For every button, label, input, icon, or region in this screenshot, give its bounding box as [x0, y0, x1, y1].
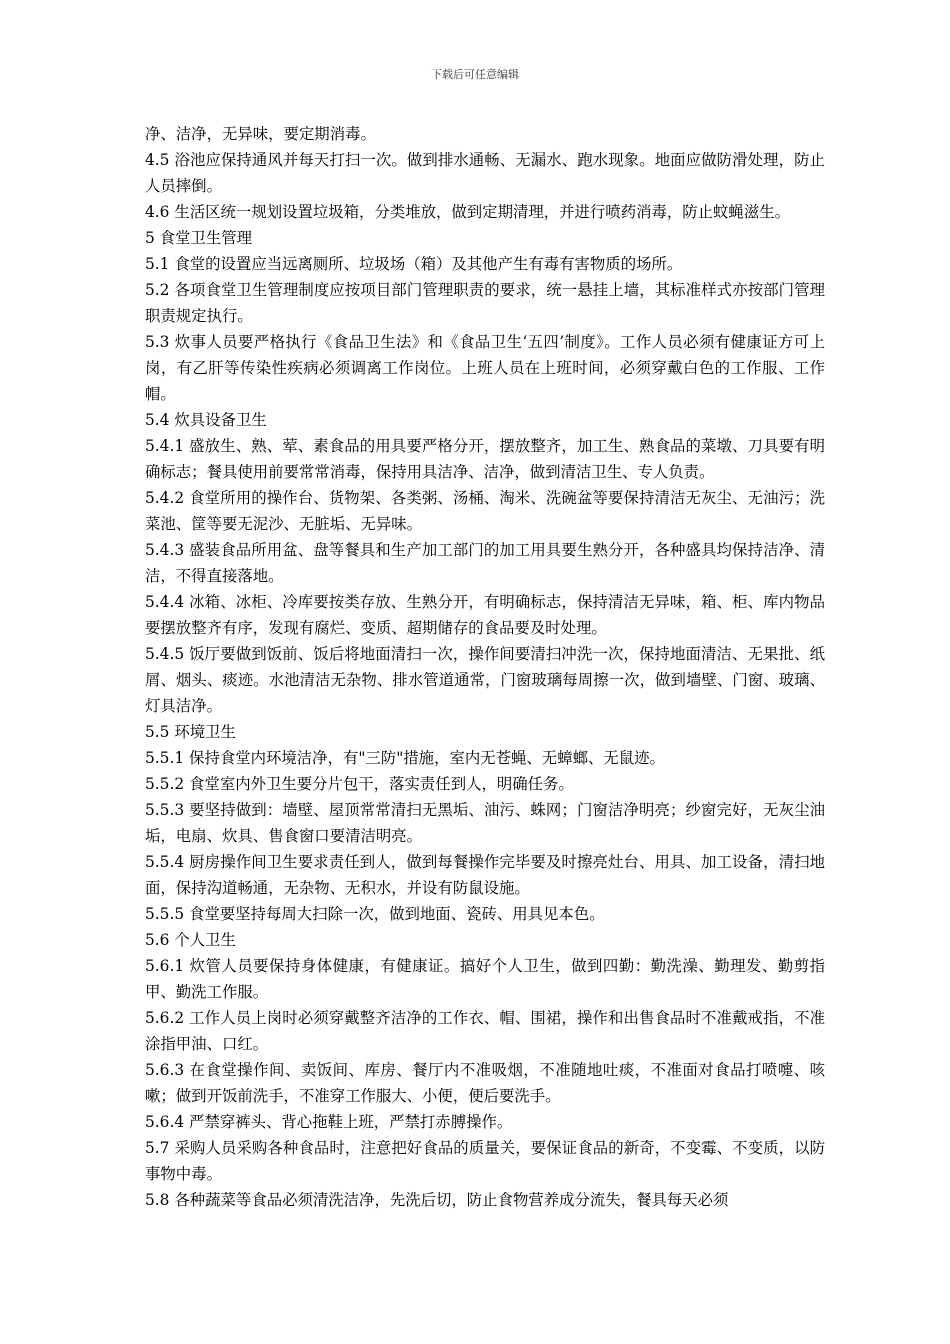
paragraph: 5.4.4 冰箱、冰柜、冷库要按类存放、生熟分开，有明确标志，保持清洁无异味，箱、柜、库内物品要摆放整齐有序，发现有腐烂、变质、超期储存的食品要及时处理。 [145, 593, 825, 637]
paragraph: 5.5.2 食堂室内外卫生要分片包干，落实责任到人，明确任务。 [145, 775, 574, 793]
page-header: 下载后可任意编辑 [431, 68, 519, 81]
paragraph: 4.5 浴池应保持通风并每天打扫一次。做到排水通畅、无漏水、跑水现象。地面应做防滑处理，防止人员摔倒。 [145, 151, 825, 195]
section-heading: 5.6 个人卫生 [145, 931, 236, 949]
paragraph: 5.5.3 要坚持做到：墙壁、屋顶常常清扫无黑垢、油污、蛛网；门窗洁净明亮；纱窗完好，无灰尘油垢，电扇、炊具、售食窗口要清洁明亮。 [145, 801, 825, 845]
paragraph: 5.8 各种蔬菜等食品必须清洗洁净，先洗后切，防止食物营养成分流失，餐具每天必须 [145, 1191, 729, 1209]
paragraph: 5.6.2 工作人员上岗时必须穿戴整齐洁净的工作衣、帽、围裙，操作和出售食品时不准戴戒指，不准涂指甲油、口红。 [145, 1009, 825, 1053]
paragraph: 5.4.5 饭厅要做到饭前、饭后将地面清扫一次，操作间要清扫冲洗一次，保持地面清洁、无果批、纸屑、烟头、痰迹。水池清洁无杂物、排水管道通常，门窗玻璃每周擦一次，做到墙壁、门窗、玻璃、灯具洁净。 [145, 645, 825, 715]
paragraph: 5.5.5 食堂要坚持每周大扫除一次，做到地面、瓷砖、用具见本色。 [145, 905, 605, 923]
paragraph: 5.6.3 在食堂操作间、卖饭间、库房、餐厅内不准吸烟，不准随地吐痰，不准面对食品打喷嚏、咳嗽；做到开饭前洗手，不准穿工作服大、小便，便后要洗手。 [145, 1061, 825, 1105]
paragraph: 5.6.1 炊管人员要保持身体健康，有健康证。搞好个人卫生，做到四勤：勤洗澡、勤理发、勤剪指甲、勤洗工作服。 [145, 957, 825, 1001]
section-heading: 5.5 环境卫生 [145, 723, 236, 741]
paragraph: 5.1 食堂的设置应当远离厕所、垃圾场（箱）及其他产生有毒有害物质的场所。 [145, 255, 683, 273]
paragraph: 5.5.4 厨房操作间卫生要求责任到人，做到每餐操作完毕要及时擦亮灶台、用具、加工设备，清扫地面，保持沟道畅通，无杂物、无积水，并设有防鼠设施。 [145, 853, 825, 897]
paragraph: 5.4.2 食堂所用的操作台、货物架、各类粥、汤桶、淘米、洗碗盆等要保持清洁无灰尘、无油污；洗菜池、筐等要无泥沙、无脏垢、无异味。 [145, 489, 825, 533]
paragraph: 5.5.1 保持食堂内环境洁净，有"三防"措施，室内无苍蝇、无蟑螂、无鼠迹。 [145, 749, 665, 767]
section-heading: 5.4 炊具设备卫生 [145, 411, 267, 429]
document-body [145, 121, 825, 1213]
paragraph: 5.2 各项食堂卫生管理制度应按项目部门管理职责的要求，统一悬挂上墙，其标准样式亦按部门管理职责规定执行。 [145, 281, 825, 325]
paragraph: 5.3 炊事人员要严格执行《食品卫生法》和《食品卫生‘五四’制度》。工作人员必须有健康证方可上岗，有乙肝等传染性疾病必须调离工作岗位。上班人员在上班时间，必须穿戴白色的工作服、工作帽。 [145, 333, 825, 403]
paragraph: 5.6.4 严禁穿裤头、背心拖鞋上班，严禁打赤膊操作。 [145, 1113, 513, 1131]
section-heading: 5 食堂卫生管理 [145, 229, 253, 247]
paragraph: 净、洁净，无异味，要定期消毒。 [145, 125, 376, 143]
paragraph: 5.7 采购人员采购各种食品时，注意把好食品的质量关，要保证食品的新奇，不变霉、不变质，以防事物中毒。 [145, 1139, 825, 1183]
paragraph: 4.6 生活区统一规划设置垃圾箱，分类堆放，做到定期清理，并进行喷药消毒，防止蚊蝇滋生。 [145, 203, 790, 221]
paragraph: 5.4.1 盛放生、熟、荤、素食品的用具要严格分开，摆放整齐，加工生、熟食品的菜墩、刀具要有明确标志；餐具使用前要常常消毒，保持用具洁净、洁净，做到清洁卫生、专人负责。 [145, 437, 825, 481]
paragraph: 5.4.3 盛装食品所用盆、盘等餐具和生产加工部门的加工用具要生熟分开，各种盛具均保持洁净、清洁，不得直接落地。 [145, 541, 825, 585]
